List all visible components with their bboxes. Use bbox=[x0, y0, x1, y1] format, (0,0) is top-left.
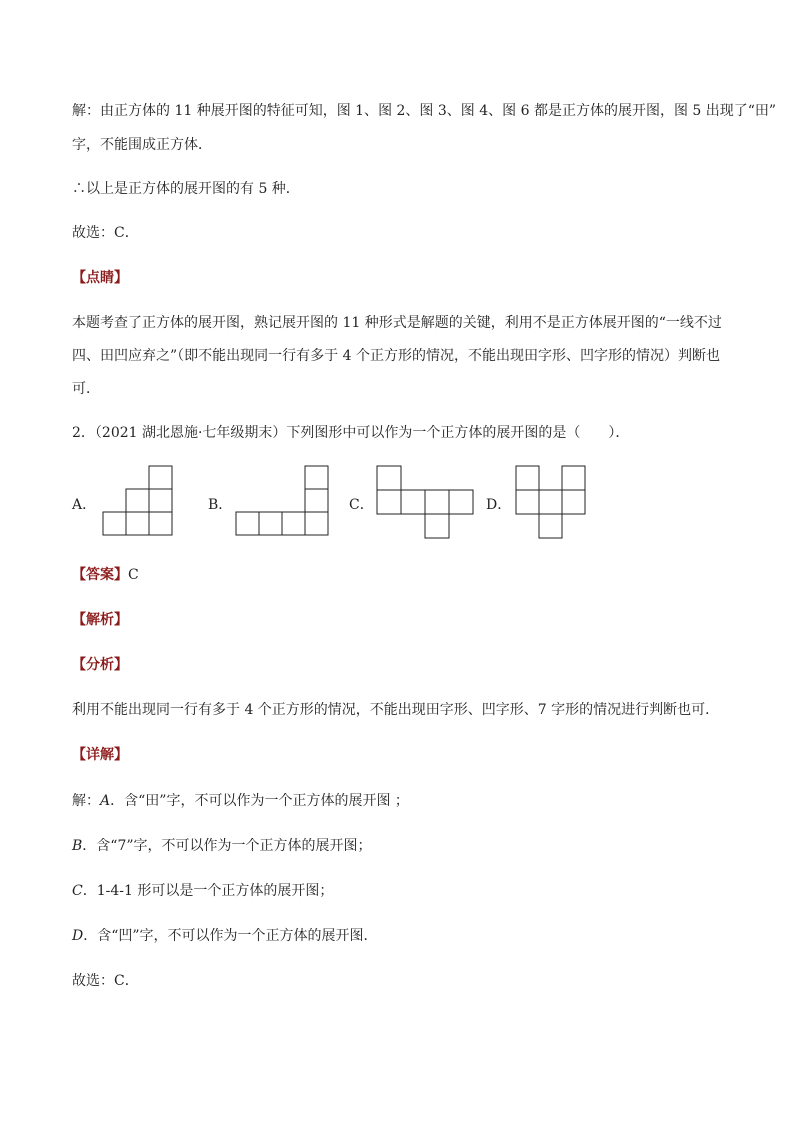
answer2-header: 【答案】 bbox=[72, 567, 128, 583]
net-square bbox=[236, 512, 259, 535]
option-d-net-figure bbox=[515, 465, 587, 539]
net-square bbox=[377, 466, 401, 490]
detail-b-text: ．含“7”字，不可以作为一个正方体的展开图； bbox=[82, 838, 372, 854]
net-square bbox=[126, 489, 149, 512]
net-square bbox=[149, 466, 172, 489]
solution1-line2: 字，不能围成正方体． bbox=[72, 137, 212, 153]
net-square bbox=[305, 489, 328, 512]
detail-d-text: ．含“凹”字，不可以作为一个正方体的展开图． bbox=[83, 928, 378, 944]
net-square bbox=[282, 512, 305, 535]
net-square bbox=[425, 514, 449, 538]
detail-c-text: ．1-4-1 形可以是一个正方体的展开图； bbox=[82, 883, 334, 899]
detail-d bbox=[72, 926, 378, 946]
net-square bbox=[425, 490, 449, 514]
net-square bbox=[149, 512, 172, 535]
net-square bbox=[305, 512, 328, 535]
detail-b bbox=[72, 836, 372, 856]
solution1-answer: 故选：C． bbox=[72, 225, 139, 241]
option-c-net-figure bbox=[376, 465, 476, 539]
question2-stem: 2．（2021 湖北恩施·七年级期末）下列图形中可以作为一个正方体的展开图的是（ ）． bbox=[72, 425, 630, 441]
net-square bbox=[562, 490, 585, 514]
net-square bbox=[305, 466, 328, 489]
option-b-net-figure bbox=[235, 465, 331, 537]
answer2-value: C bbox=[128, 567, 139, 583]
comment-line2: 四、田凹应弃之”（即不能出现同一行有多于 4 个正方形的情况，不能出现田字形、凹字形的情况）判断也 bbox=[72, 348, 720, 364]
comment-line3: 可． bbox=[72, 381, 100, 397]
net-square bbox=[562, 466, 585, 490]
net-square bbox=[516, 490, 539, 514]
net-square bbox=[103, 512, 126, 535]
option-c-label: C． bbox=[349, 497, 374, 513]
net-square bbox=[377, 490, 401, 514]
option-d-label: D． bbox=[486, 497, 512, 513]
net-square bbox=[149, 489, 172, 512]
detail-header: 【详解】 bbox=[72, 747, 128, 763]
net-square bbox=[126, 512, 149, 535]
fenxi-header: 【分析】 bbox=[72, 657, 128, 673]
detail-a bbox=[72, 791, 409, 811]
option-a-label: A． bbox=[72, 497, 97, 513]
fenxi-text: 利用不能出现同一行有多于 4 个正方形的情况，不能出现田字形、凹字形、7 字形的情况进行判断也可． bbox=[72, 702, 720, 718]
detail-a-letter: A bbox=[100, 793, 111, 809]
option-b-label: B． bbox=[208, 497, 233, 513]
detail-c bbox=[72, 881, 333, 901]
net-square bbox=[259, 512, 282, 535]
comment-header: 【点睛】 bbox=[72, 270, 128, 286]
net-square bbox=[539, 514, 562, 538]
detail-a-prefix: 解： bbox=[72, 793, 100, 809]
net-square bbox=[539, 490, 562, 514]
answer2-line bbox=[72, 565, 139, 585]
analysis-header: 【解析】 bbox=[72, 612, 128, 628]
solution1-line1: 解：由正方体的 11 种展开图的特征可知，图 1、图 2、图 3、图 4、图 6 都是正方体的展开图，图 5 出现了“田” bbox=[72, 103, 777, 119]
net-square bbox=[449, 490, 473, 514]
option-a-net-figure bbox=[102, 465, 174, 537]
solution1-conclusion: ∴以上是正方体的展开图的有 5 种． bbox=[72, 181, 300, 197]
comment-line1: 本题考查了正方体的展开图，熟记展开图的 11 种形式是解题的关键，利用不是正方体展开图的“一线不过 bbox=[72, 315, 722, 331]
detail-a-text: ．含“田”字，不可以作为一个正方体的展开图 ； bbox=[110, 793, 409, 809]
net-square bbox=[516, 466, 539, 490]
detail-d-letter: D bbox=[72, 928, 84, 944]
detail-c-letter: C bbox=[72, 883, 83, 899]
detail-b-letter: B bbox=[72, 838, 83, 854]
final-answer: 故选：C． bbox=[72, 973, 139, 989]
net-square bbox=[401, 490, 425, 514]
